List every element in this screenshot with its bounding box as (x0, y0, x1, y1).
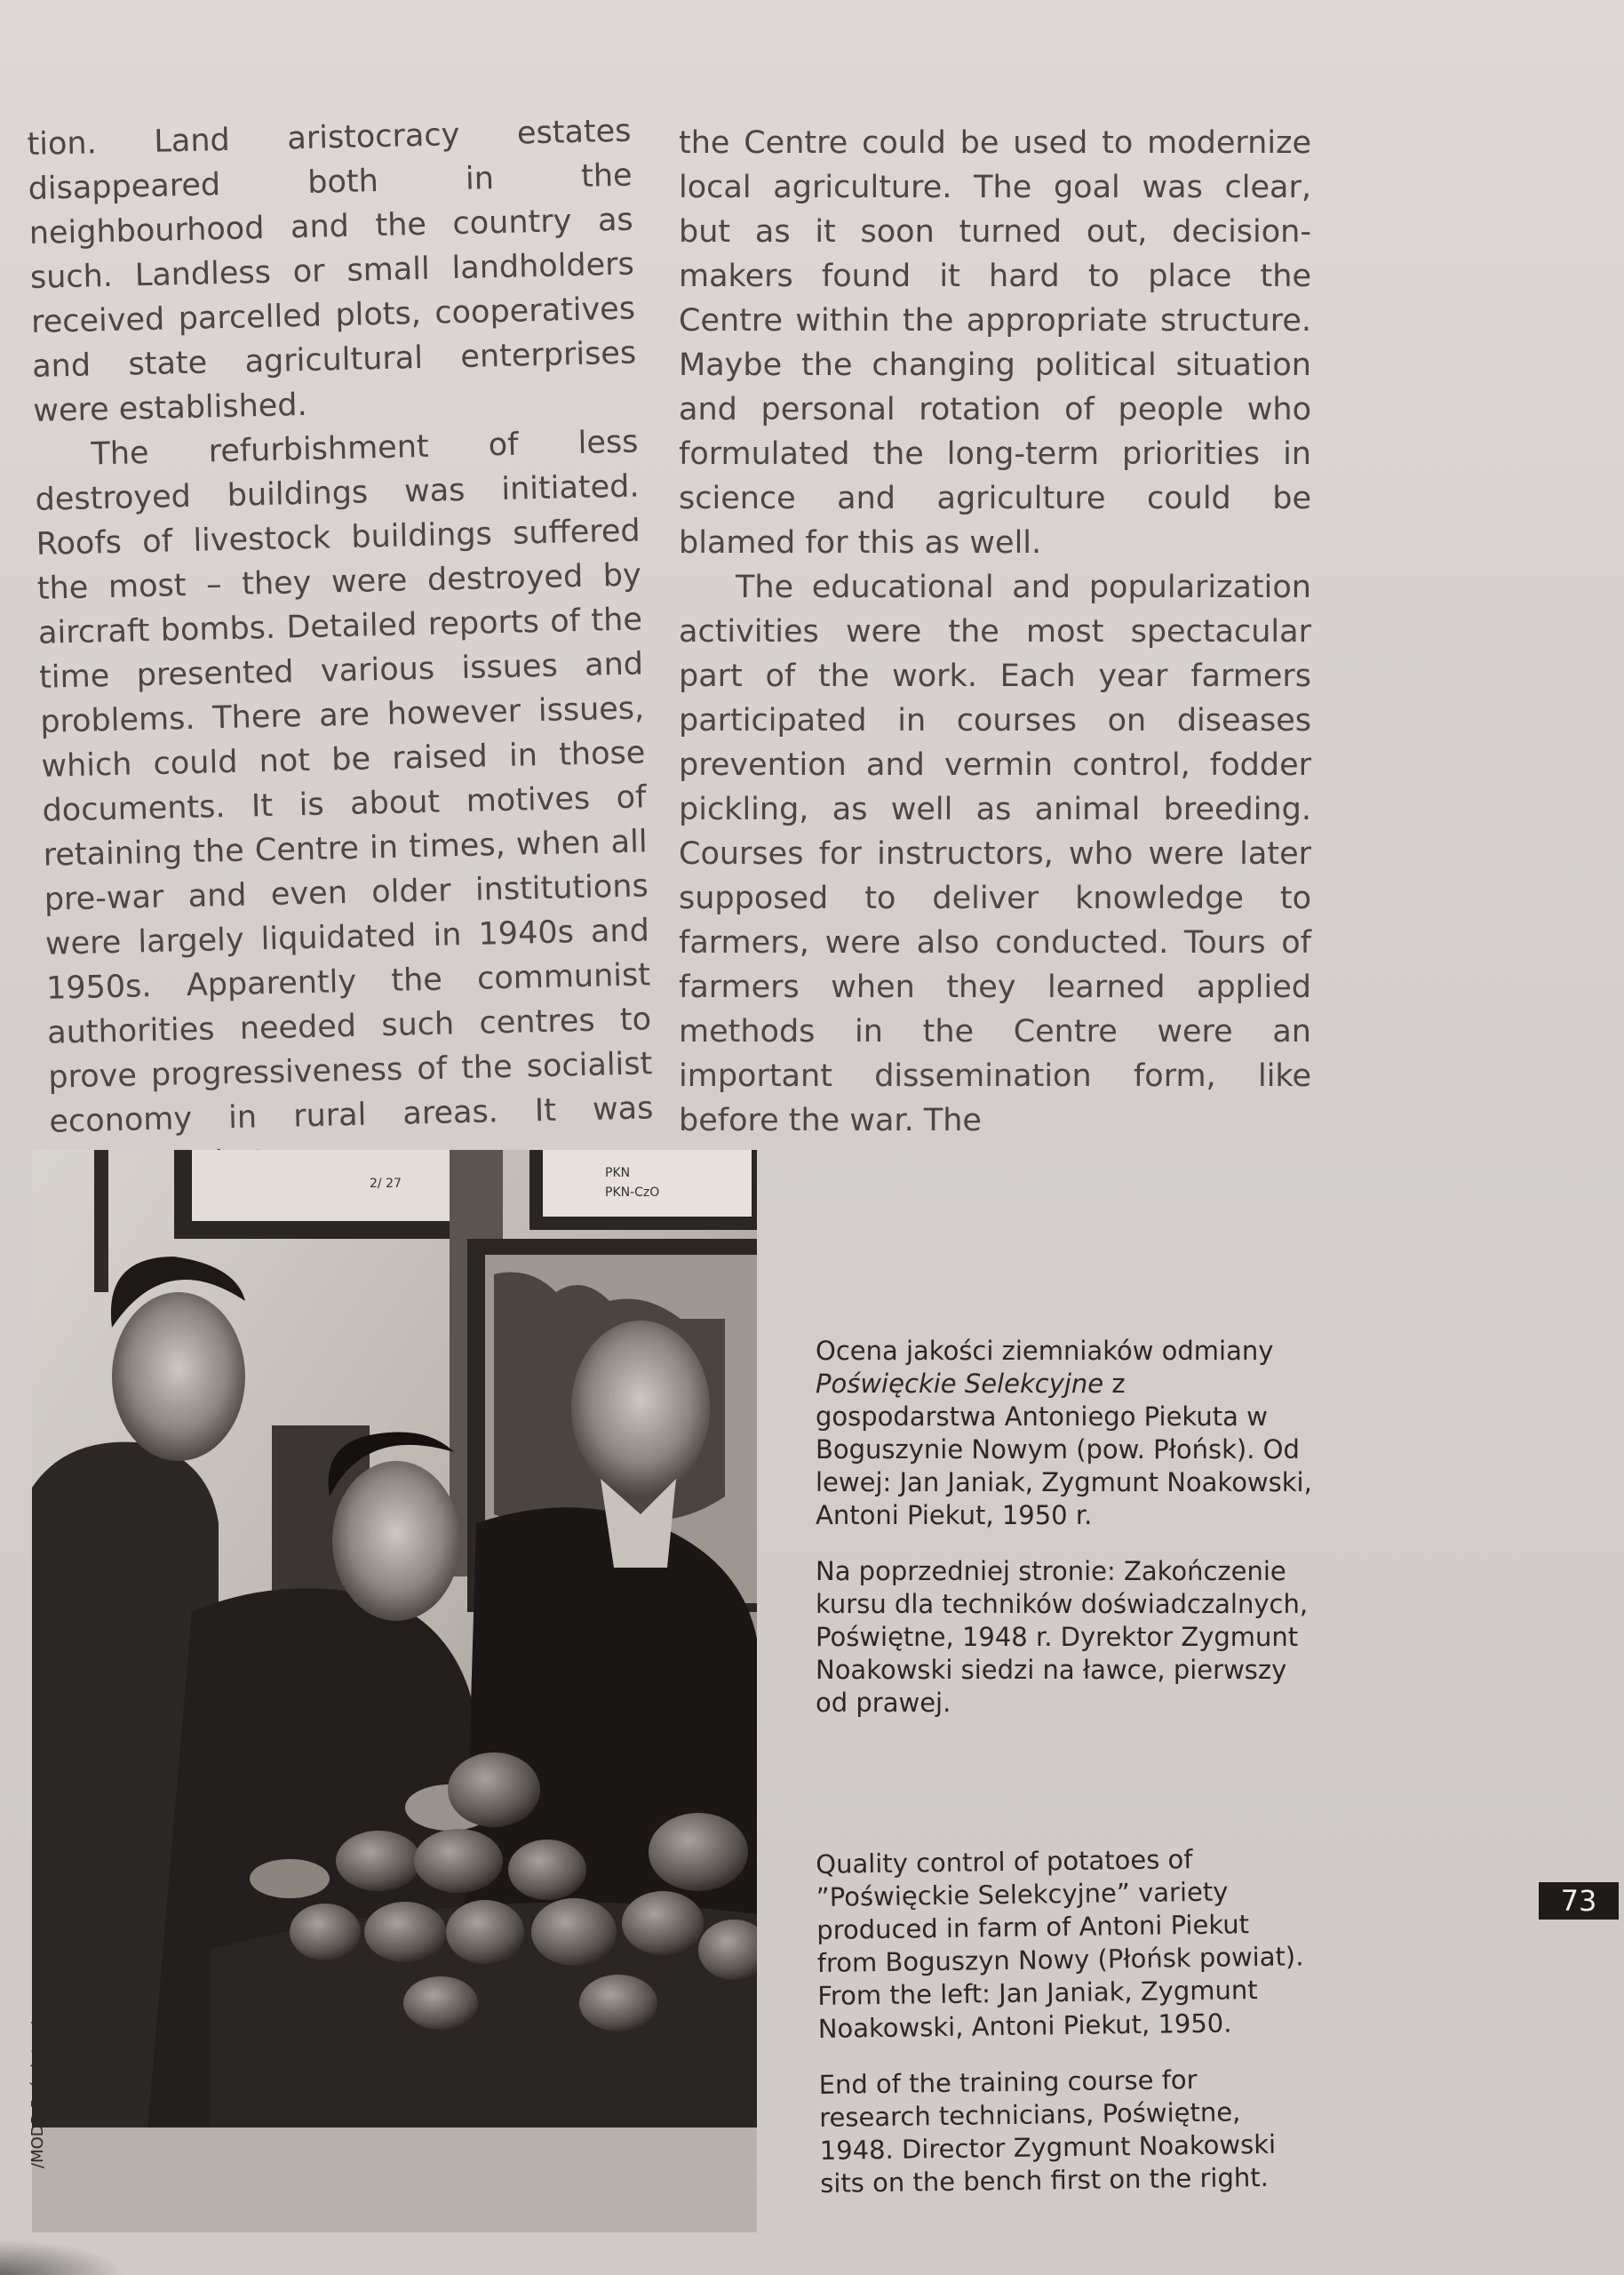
corner-shadow (0, 2239, 124, 2275)
photo-credit: /MODR Poświętne/ (28, 2022, 47, 2168)
left-paragraph-1: tion. Land aristocracy estates disappeared both in the neighbourhood and the country as such. Landless or small landholders received parcelled plots, cooperatives and state agricultural enterprises were established. (27, 113, 637, 429)
sign-text-1: PKN (605, 1166, 631, 1180)
caption-polish (816, 1335, 1313, 1743)
sign-text-2: PKN-CzO (605, 1185, 660, 1200)
caption-pl-variety-name: Poświęckie Selekcyjne (816, 1369, 1104, 1399)
left-paragraph-2: The refurbishment of less destroyed buildings was initiated. Roofs of livestock buildings suffered the most – they were destroyed by aircraft bombs. Detailed reports of the time presented various issues and problems. There are however issues, which could not be raised in those documents. It is about motives of retaining the Centre in times, when all pre-war and even older institutions were largely liquidated in 1940s and 1950s. Apparently the communist authorities needed such centres to prove progressiveness of the socialist economy in rural areas. It was (35, 424, 654, 1140)
right-paragraph-2: The educational and popularization activities were the most spectacular part of the work. Each year farmers participated in courses on diseases prevention and vermin control, fodder pickling, as well as animal breeding. Courses for instructors, who were later supposed to deliver knowledge to farmers, were also conducted. Tours of farmers when they learned applied methods in the Centre were an important dissemination form, like before the war. The (679, 570, 1311, 1138)
right-paragraph-1: the Centre could be used to modernize local agriculture. The goal was clear, but as it soon turned out, decision-makers found it hard to place the Centre within the appropriate structure. Maybe the changing political situation and personal rotation of people who formulated the long-term priorities in science and agriculture could be blamed for this as well. (679, 125, 1311, 561)
caption-pl-text-a: Ocena jakości ziemniaków odmiany (816, 1336, 1274, 1366)
left-text-column (27, 109, 655, 1189)
archival-photo (32, 1150, 757, 2232)
sign-text-3: 2/ 27 (370, 1177, 402, 1191)
caption-polish-paragraph-1 (816, 1335, 1313, 1532)
caption-english (816, 1841, 1318, 2223)
right-text-column (679, 121, 1311, 1143)
caption-english-paragraph-2: End of the training course for research technicians, Poświętne, 1948. Director Zygmunt Noakowski sits on the bench first on the right. (818, 2064, 1277, 2199)
caption-english-paragraph-1: Quality control of potatoes of ”Poświęckie Selekcyjne” variety produced in farm of Antoni Piekut from Boguszyn Nowy (Płońsk powiat). From the left: Jan Janiak, Zygmunt Noakowski, Antoni Piekut, 1950. (816, 1844, 1304, 2044)
caption-pl-text-b: z gospodarstwa Antoniego Piekuta w Boguszynie Nowym (pow. Płońsk). Od lewej: Jan Janiak, Zygmunt Noakowski, Antoni Piekut, 1950 r. (816, 1369, 1312, 1530)
page-number: 73 (1539, 1882, 1619, 1920)
caption-polish-paragraph-2: Na poprzedniej stronie: Zakończenie kursu dla techników doświadczalnych, Poświętne, 1948 r. Dyrektor Zygmunt Noakowski siedzi na ławce, pierwszy od prawej. (816, 1556, 1309, 1718)
photo-illustration (32, 1150, 757, 2232)
